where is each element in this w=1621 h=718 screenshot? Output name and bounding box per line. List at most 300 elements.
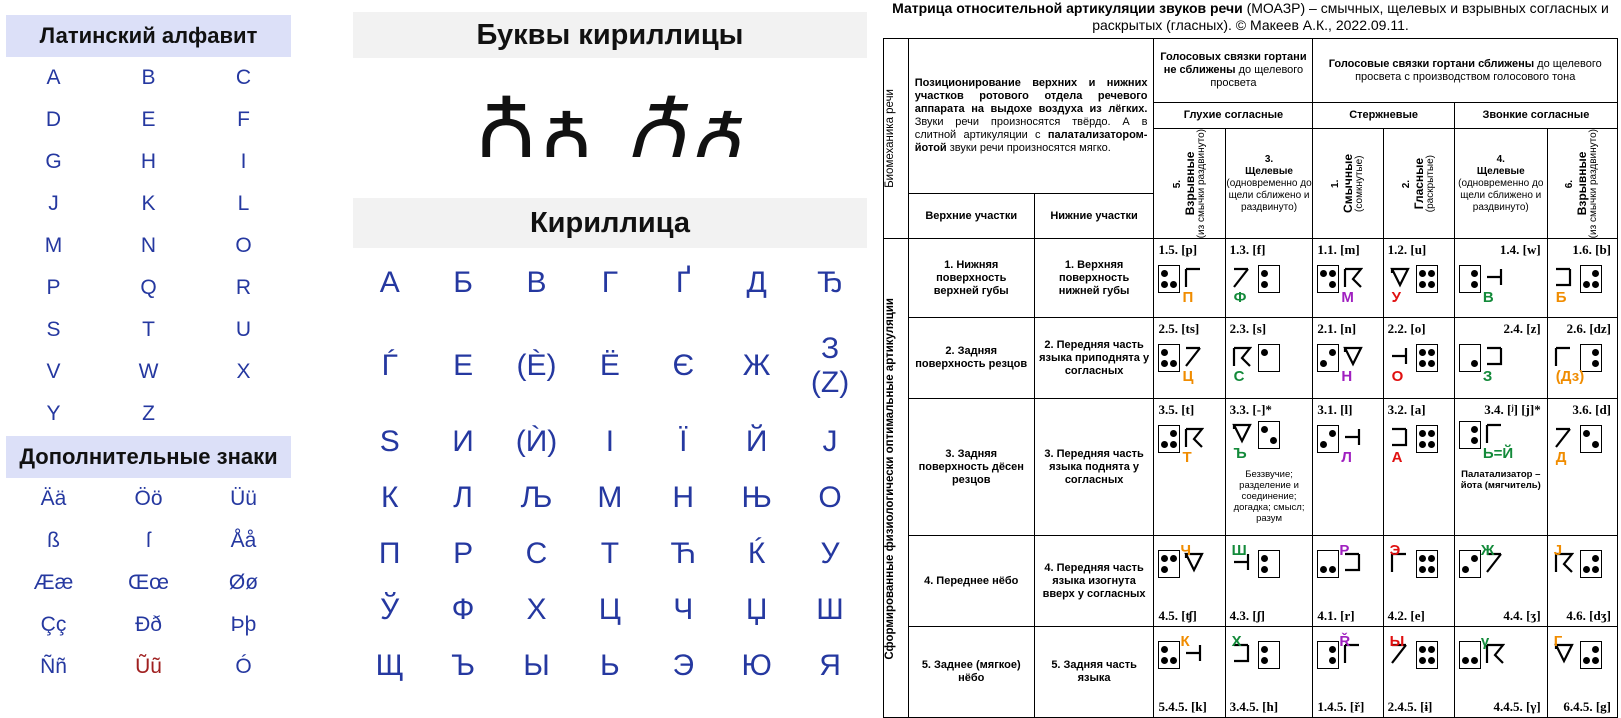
latin-letter: Q — [140, 276, 157, 299]
articulation-glyph-icon — [1485, 267, 1505, 289]
articulation-glyph-icon — [1184, 346, 1204, 368]
articulation-cell — [1383, 399, 1454, 536]
latin-letter-grid — [6, 57, 291, 435]
latin-letter: S — [46, 318, 61, 341]
cyrillic-letter: Т — [600, 537, 620, 570]
head-voiced-group: Голосовые связки гортани сближены до щелевого просвета с производством голосового тона — [1313, 39, 1618, 103]
lower-part-label: 2. Передняя часть языка приподнята у согласных — [1034, 318, 1154, 399]
phoneme-code: 4.2. [e] — [1387, 608, 1425, 624]
phoneme-letter: Ш — [1231, 542, 1247, 560]
phoneme-code: 1.1. [m] — [1317, 242, 1360, 258]
cyrillic-letter: І — [605, 425, 615, 458]
cell-content — [1548, 627, 1617, 717]
latin-letter: R — [235, 276, 252, 299]
dot-pattern-icon — [1158, 550, 1180, 578]
column-number: 3. — [1264, 153, 1274, 165]
phoneme-letter: Ч — [1180, 542, 1191, 560]
cyrillic-letter: Ж — [742, 349, 771, 382]
articulation-cell — [1547, 318, 1617, 399]
cyrillic-letter: (Ѐ) — [516, 349, 557, 382]
column-sub: (раскрытые) — [1424, 155, 1436, 213]
side-label-text: Сформированные физиологически оптимальные артикуляции — [884, 297, 896, 660]
cyrillic-letter: М — [597, 481, 623, 514]
phoneme-code: 1.3. [f] — [1229, 242, 1266, 258]
cell-content — [1226, 627, 1313, 717]
latin-alphabet-panel — [6, 15, 291, 688]
cell-content — [1384, 399, 1454, 535]
cyrillic-letter: И — [452, 425, 474, 458]
articulation-cell — [1313, 239, 1383, 318]
latin-letter: F — [237, 108, 250, 131]
lower-part-label: 1. Верхняя поверхность нижней губы — [1034, 239, 1154, 318]
phoneme-letter: J — [1553, 542, 1563, 560]
articulation-cell — [1454, 318, 1547, 399]
articulation-cell — [1383, 318, 1454, 399]
dot-pattern-icon — [1580, 550, 1602, 578]
dot-pattern-icon — [1459, 421, 1481, 449]
cell-content — [1154, 536, 1224, 626]
latin-letter: T — [142, 318, 155, 341]
cell-content — [1226, 318, 1313, 398]
cyrillic-letter: В — [526, 266, 547, 299]
cyrillic-letter: Н — [672, 481, 695, 514]
head-deaf: Глухие согласные — [1154, 103, 1313, 129]
cyrillic-letter-grid — [353, 248, 867, 694]
cell-content — [1455, 627, 1547, 717]
side-label-biomechanics: Биомеханика речи — [884, 39, 909, 239]
phoneme-code: 2.3. [s] — [1229, 321, 1267, 337]
cyrillic-letter: Љ — [520, 481, 553, 514]
cyrillic-letter: Й — [745, 425, 768, 458]
column-name: Гласные — [1411, 157, 1426, 210]
cell-content — [1384, 318, 1454, 398]
column-header-text — [1455, 154, 1547, 214]
cyrillic-letter: Ю — [741, 649, 772, 682]
cell-content — [1154, 318, 1224, 398]
cyrillic-letter: Л — [453, 481, 473, 514]
phoneme-code: 2.1. [n] — [1317, 321, 1357, 337]
phoneme-code: 4.4. [ʒ] — [1503, 608, 1541, 624]
latin-letter: X — [236, 360, 251, 383]
extra-sign: ſ — [146, 529, 151, 552]
latin-letter: A — [46, 66, 61, 89]
matrix-row — [884, 627, 1618, 718]
articulation-cell — [1383, 627, 1454, 718]
dot-pattern-icon — [1158, 641, 1180, 669]
extra-sign: Åå — [230, 529, 257, 552]
dot-pattern-icon — [1317, 425, 1339, 453]
extra-sign: ß — [47, 529, 60, 552]
latin-letter: P — [46, 276, 61, 299]
moazr-title — [883, 0, 1618, 36]
articulation-glyph-icon — [1184, 427, 1204, 449]
dot-pattern-icon — [1580, 265, 1602, 293]
extra-signs-title: Дополнительные знаки — [6, 436, 291, 478]
phoneme-code: 4.4.5. [γ] — [1493, 699, 1541, 715]
cyrillic-letter: Ё — [599, 349, 620, 382]
phoneme-code: 3.3. [-]* — [1229, 402, 1272, 418]
matrix-row — [884, 318, 1618, 399]
articulation-cell — [1154, 399, 1225, 536]
cell-content — [1548, 399, 1617, 535]
latin-letter: C — [235, 66, 252, 89]
latin-letter: I — [240, 150, 247, 173]
column-header-text — [1330, 154, 1366, 213]
cyrillic-letter: Ѓ — [381, 349, 398, 382]
extra-signs-grid — [6, 478, 291, 688]
articulation-cell — [1225, 239, 1313, 318]
dot-pattern-icon — [1317, 641, 1339, 669]
dot-pattern-icon — [1258, 641, 1280, 669]
articulation-glyph-icon — [1485, 423, 1505, 445]
phoneme-letter: К — [1180, 633, 1190, 651]
cell-content — [1548, 536, 1617, 626]
extra-sign: Ó — [235, 655, 252, 678]
column-name: Взрывные — [1575, 151, 1590, 216]
cell-content — [1313, 627, 1382, 717]
cyrillic-letter: О — [818, 481, 842, 514]
column-name: Щелевые — [1245, 165, 1293, 177]
upper-part-label: 1. Нижняя поверхность верхней губы — [908, 239, 1034, 318]
extra-sign: Ää — [40, 487, 67, 510]
cyrillic-letter: Р — [453, 537, 474, 570]
cyrillic-letter: Ъ — [451, 649, 475, 682]
cyrillic-letter: Є — [672, 349, 695, 382]
phoneme-letter: О — [1391, 368, 1404, 386]
articulation-glyph-icon — [1390, 427, 1410, 449]
cell-content — [1455, 318, 1547, 398]
phoneme-code: 1.6. [b] — [1572, 242, 1611, 258]
dot-pattern-icon — [1459, 265, 1481, 293]
dot-pattern-icon — [1158, 265, 1180, 293]
phoneme-code: 4.1. [r] — [1317, 608, 1355, 624]
articulation-cell — [1154, 239, 1225, 318]
phoneme-code: 5.4.5. [k] — [1158, 699, 1207, 715]
cell-content — [1154, 239, 1224, 317]
articulation-cell — [1547, 627, 1617, 718]
cell-content — [1455, 239, 1547, 317]
phoneme-letter: У — [1391, 289, 1401, 307]
matrix-row — [884, 536, 1618, 627]
column-number: 5. — [1171, 179, 1183, 188]
cell-note: Палатализатор – йота (мягчитель) — [1460, 469, 1541, 492]
phoneme-letter: З — [1482, 368, 1493, 386]
col-head-4 — [1383, 129, 1454, 239]
column-header-text — [1226, 154, 1313, 214]
cyrillic-letter: Ы — [523, 649, 550, 682]
lower-part-label: 4. Передняя часть языка изогнута вверх у согласных — [1034, 536, 1154, 627]
articulation-cell — [1313, 318, 1383, 399]
dot-pattern-icon — [1580, 641, 1602, 669]
articulation-cell — [1383, 536, 1454, 627]
cyrillic-letter: Я — [819, 649, 841, 682]
cyrillic-letter: Щ — [375, 649, 404, 682]
phoneme-letter: М — [1341, 289, 1354, 307]
cyrillic-panel — [353, 12, 867, 694]
column-number: 4. — [1496, 153, 1505, 165]
cyrillic-letter: Ш — [816, 593, 844, 626]
cell-content — [1313, 536, 1382, 626]
matrix-row — [884, 399, 1618, 536]
dot-pattern-icon — [1158, 344, 1180, 372]
column-number: 6. — [1564, 179, 1576, 188]
latin-letter: Y — [46, 402, 61, 425]
phoneme-code: 1.4.5. [ř] — [1317, 699, 1365, 715]
phoneme-code: 2.2. [o] — [1387, 321, 1426, 337]
moazr-table — [883, 38, 1618, 718]
column-sub: (одновременно до щели сближено и раздвинуто) — [1226, 177, 1312, 213]
phoneme-letter: Р — [1339, 542, 1350, 560]
cyrillic-letter: А — [379, 266, 400, 299]
phoneme-code: 1.4. [w] — [1499, 242, 1541, 258]
articulation-glyph-icon — [1343, 427, 1363, 449]
dot-pattern-icon — [1416, 550, 1438, 578]
latin-letter: B — [141, 66, 156, 89]
cell-content — [1226, 239, 1313, 317]
dot-pattern-icon — [1580, 425, 1602, 453]
lower-label: Нижние участки — [1034, 194, 1154, 239]
phoneme-code: 6.4.5. [g] — [1563, 699, 1611, 715]
djerv-italic: Ꙉꙉ — [624, 78, 746, 178]
lower-part-label: 5. Задняя часть языка — [1034, 627, 1154, 718]
lower-part-label: 3. Передняя часть языка поднята у согласных — [1034, 399, 1154, 536]
cyrillic-letter: П — [378, 537, 401, 570]
phoneme-letter: П — [1182, 289, 1194, 307]
articulation-glyph-icon — [1554, 346, 1574, 368]
articulation-cell — [1225, 536, 1313, 627]
cyrillic-letter: Ч — [673, 593, 694, 626]
dot-pattern-icon — [1317, 265, 1339, 293]
cell-content — [1384, 627, 1454, 717]
upper-label: Верхние участки — [908, 194, 1034, 239]
col-head-2 — [1225, 129, 1313, 239]
latin-letter: K — [141, 192, 156, 215]
latin-letter: M — [44, 234, 63, 257]
cyrillic-letter: Х — [526, 593, 547, 626]
cyrillic-letter: Г — [601, 266, 618, 299]
phoneme-letter: С — [1233, 368, 1245, 386]
latin-letter: W — [138, 360, 159, 383]
dot-pattern-icon — [1258, 344, 1280, 372]
phoneme-code: 4.5. [ʧ] — [1158, 608, 1197, 624]
articulation-cell — [1313, 399, 1383, 536]
phoneme-code: 4.3. [ʃ] — [1229, 608, 1266, 624]
articulation-cell — [1454, 536, 1547, 627]
phoneme-code: 3.4.5. [h] — [1229, 699, 1279, 715]
upper-part-label: 5. Заднее (мягкое) нёбо — [908, 627, 1034, 718]
articulation-cell — [1154, 627, 1225, 718]
intro-text: Позиционирование верхних и нижних участков ротового отдела речевого аппарата на выдохе воздуха из лёгких. Звуки речи произносятся твёрдо. А в слитной артикуляции с палатализатором-йотой звуки речи произносятся мягко. — [908, 39, 1154, 194]
moazr-matrix-panel — [883, 0, 1618, 715]
phoneme-code: 1.5. [p] — [1158, 242, 1198, 258]
dot-pattern-icon — [1258, 421, 1280, 449]
latin-title: Латинский алфавит — [6, 15, 291, 57]
articulation-cell — [1547, 399, 1617, 536]
dot-pattern-icon — [1459, 550, 1481, 578]
cell-content — [1154, 399, 1224, 535]
articulation-cell — [1313, 627, 1383, 718]
articulation-cell — [1154, 318, 1225, 399]
column-sub: (из смычки раздвинуто) — [1588, 129, 1600, 239]
articulation-cell — [1154, 536, 1225, 627]
cyrillic-letter: Э — [672, 649, 695, 682]
cyrillic-letter: J — [822, 425, 838, 458]
latin-letter: U — [235, 318, 252, 341]
phoneme-letter: Б — [1555, 289, 1567, 307]
cell-content — [1455, 399, 1547, 535]
phoneme-letter: Х — [1231, 633, 1242, 651]
cyrillic-letter: Ї — [679, 425, 688, 458]
articulation-cell — [1225, 399, 1313, 536]
cyrillic-letter: Д — [746, 266, 767, 299]
extra-sign: Öö — [134, 487, 163, 510]
articulation-glyph-icon — [1390, 346, 1410, 368]
phoneme-letter: γ — [1480, 633, 1490, 651]
cell-content — [1313, 318, 1382, 398]
phoneme-letter: В — [1482, 289, 1494, 307]
dot-pattern-icon — [1317, 550, 1339, 578]
dot-pattern-icon — [1258, 265, 1280, 293]
phoneme-letter: Ы — [1389, 633, 1405, 651]
phoneme-letter: А — [1391, 449, 1403, 467]
moazr-title-bold: Матрица относительной артикуляции звуков речи — [892, 0, 1243, 16]
dot-pattern-icon — [1317, 344, 1339, 372]
cyrillic-letter: Ц — [598, 593, 621, 626]
articulation-glyph-icon — [1554, 427, 1574, 449]
dot-pattern-icon — [1158, 425, 1180, 453]
latin-letter: O — [235, 234, 252, 257]
dot-pattern-icon — [1258, 550, 1280, 578]
latin-letter: N — [140, 234, 157, 257]
phoneme-letter: Л — [1341, 449, 1352, 467]
column-number: 1. — [1330, 179, 1342, 188]
phoneme-letter: Ц — [1182, 368, 1194, 386]
phoneme-letter: Э — [1389, 542, 1401, 560]
articulation-cell — [1313, 536, 1383, 627]
column-sub: (одновременно до щели сближено и раздвинуто) — [1458, 177, 1544, 213]
cell-content — [1548, 239, 1617, 317]
phoneme-letter: Ф — [1233, 289, 1247, 307]
cyrillic-letter: Ђ — [817, 266, 844, 299]
cyrillic-letter: З (Z) — [810, 332, 850, 399]
articulation-glyph-icon — [1232, 423, 1252, 445]
extra-sign: Ðð — [135, 613, 162, 636]
cyrillic-letter: Ь — [600, 649, 620, 682]
cell-content — [1226, 399, 1313, 535]
cyrillic-letter: S — [379, 425, 400, 458]
phoneme-code: 3.4. [ʲ] [j]* — [1484, 402, 1541, 418]
cyrillic-letter: К — [380, 481, 399, 514]
cyrillic-letter: С — [525, 537, 548, 570]
head-voiced: Звонкие согласные — [1454, 103, 1617, 129]
column-sub: (из смычки раздвинуто) — [1195, 129, 1207, 239]
cell-content — [1154, 627, 1224, 717]
articulation-glyph-icon — [1343, 267, 1363, 289]
head-core: Стержневые — [1313, 103, 1454, 129]
latin-letter: H — [140, 150, 157, 173]
phoneme-letter: Т — [1182, 449, 1192, 467]
phoneme-code: 2.6. [dz] — [1566, 321, 1611, 337]
articulation-cell — [1547, 536, 1617, 627]
column-name: Взрывные — [1182, 151, 1197, 216]
side-label-articulations — [884, 239, 909, 718]
cyrillic-letter: Њ — [741, 481, 772, 514]
head-unvoiced-group: Голосовых связки гортани не сближены до щелевого просвета — [1154, 39, 1313, 103]
column-name: Щелевые — [1476, 165, 1525, 177]
latin-letter: D — [45, 108, 62, 131]
latin-letter: V — [46, 360, 61, 383]
dot-pattern-icon — [1416, 425, 1438, 453]
latin-letter: Z — [142, 402, 155, 425]
cell-content — [1313, 399, 1382, 535]
latin-letter: E — [141, 108, 156, 131]
latin-letter: L — [237, 192, 250, 215]
upper-part-label: 3. Задняя поверхность дёсен резцов — [908, 399, 1034, 536]
cell-content — [1548, 318, 1617, 398]
articulation-glyph-icon — [1232, 346, 1252, 368]
matrix-row — [884, 239, 1618, 318]
phoneme-code: 1.2. [u] — [1387, 242, 1427, 258]
extra-sign: Üü — [230, 487, 257, 510]
col-head-6 — [1547, 129, 1617, 239]
extra-sign: Øø — [228, 571, 259, 594]
articulation-cell — [1225, 318, 1313, 399]
articulation-glyph-icon — [1390, 267, 1410, 289]
extra-sign: Ññ — [40, 655, 67, 678]
phoneme-letter: (Дз) — [1555, 368, 1585, 386]
extra-sign: Ũũ — [135, 655, 162, 678]
cyrillic-letter: Б — [453, 266, 473, 299]
latin-letter: J — [48, 192, 59, 215]
cyrillic-letters-title: Буквы кириллицы — [353, 12, 867, 58]
column-number: 2. — [1400, 179, 1412, 188]
articulation-glyph-icon — [1232, 267, 1252, 289]
cell-note: Беззвучие; разделение и соединение; догадка; смысл; разум — [1233, 469, 1305, 525]
col-head-3 — [1313, 129, 1383, 239]
col-head-1 — [1154, 129, 1225, 239]
cyrillic-letter: Е — [453, 349, 474, 382]
cyrillic-letter: Ґ — [675, 266, 691, 299]
phoneme-code: 3.1. [l] — [1317, 402, 1353, 418]
cell-content — [1384, 239, 1454, 317]
phoneme-code: 3.5. [t] — [1158, 402, 1195, 418]
djerv-letter-image — [353, 58, 867, 198]
dot-pattern-icon — [1416, 641, 1438, 669]
articulation-cell — [1383, 239, 1454, 318]
phoneme-code: 2.5. [ts] — [1158, 321, 1200, 337]
articulation-cell — [1547, 239, 1617, 318]
cyrillic-letter: Ф — [451, 593, 475, 626]
phoneme-letter: Ъ — [1233, 445, 1247, 463]
column-header-text — [1172, 129, 1208, 238]
cell-content — [1455, 536, 1547, 626]
column-header-text — [1564, 129, 1600, 238]
cyrillic-letter: У — [820, 537, 840, 570]
phoneme-letter: Ř — [1339, 633, 1351, 651]
cyrillic-letter: Џ — [745, 593, 768, 626]
upper-part-label: 4. Переднее нёбо — [908, 536, 1034, 627]
phoneme-code: 2.4. [z] — [1503, 321, 1541, 337]
articulation-glyph-icon — [1485, 346, 1505, 368]
extra-sign: Þþ — [230, 613, 257, 636]
djerv-upright: Ꙉꙉ — [474, 78, 596, 178]
phoneme-letter: Ж — [1480, 542, 1495, 560]
articulation-glyph-icon — [1343, 346, 1363, 368]
phoneme-code: 3.6. [d] — [1572, 402, 1611, 418]
cyrillic-letter: (Ѝ) — [515, 425, 558, 458]
column-name: Смычные — [1341, 154, 1356, 214]
phoneme-code: 3.2. [a] — [1387, 402, 1426, 418]
